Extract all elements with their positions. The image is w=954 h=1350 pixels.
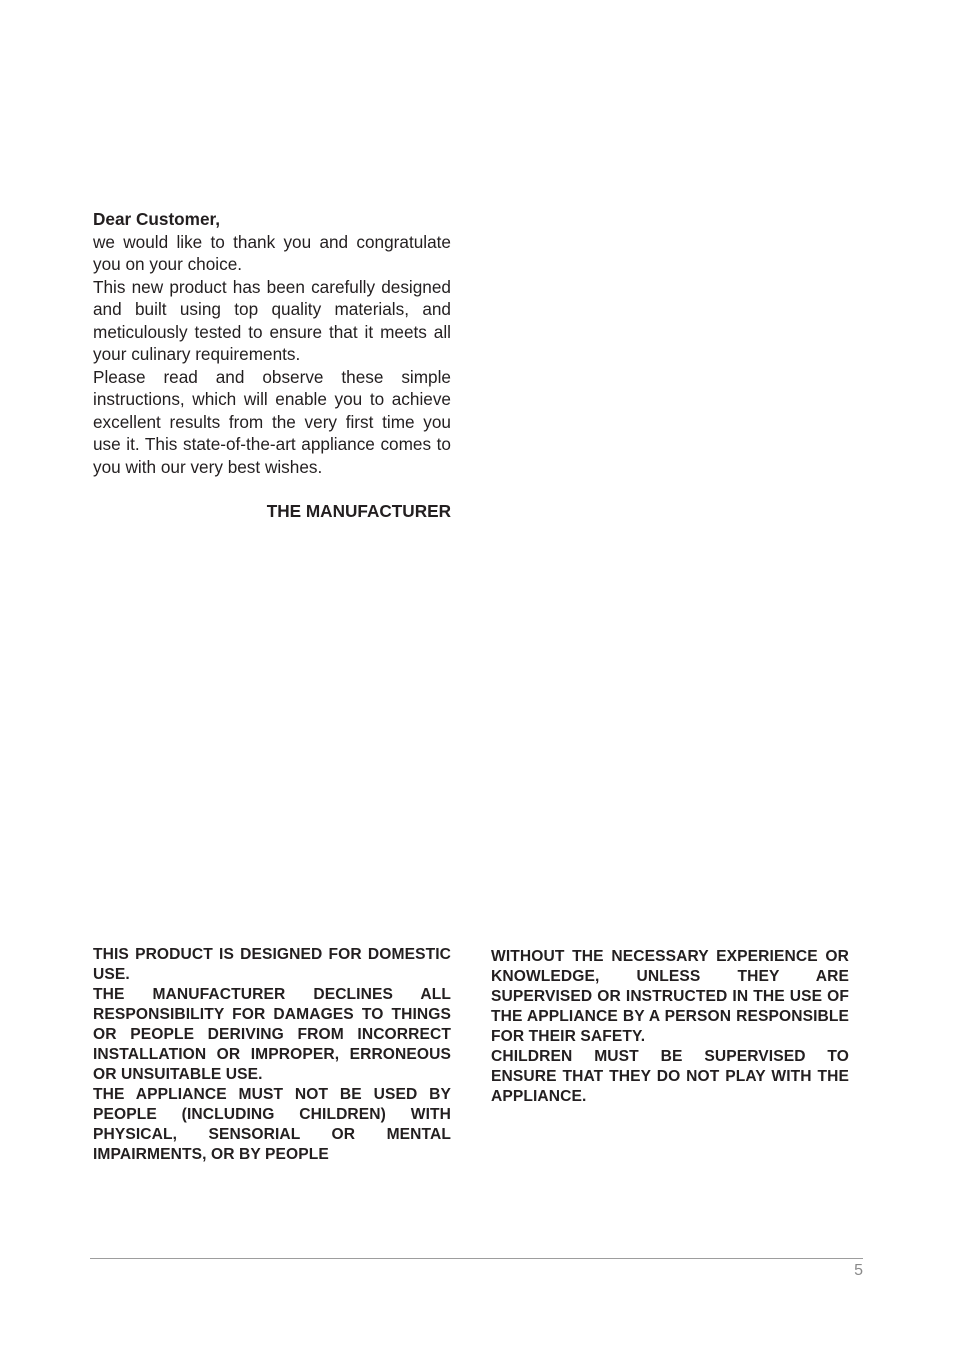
greeting-paragraph: This new product has been carefully designed and built using top quality materials, and meticulously tested to ensure that it meets all your culinary requirements.	[93, 276, 451, 364]
manufacturer-signature: THE MANUFACTURER	[266, 501, 451, 521]
warning-paragraph: THE APPLIANCE MUST NOT BE USED BY PEOPLE (INCLUDING CHILDREN) WITH PHYSICAL, SENSORIAL OR MENTAL IMPAIRMENTS, OR BY PEOPLE	[93, 1086, 451, 1163]
warning-paragraph: THIS PRODUCT IS DESIGNED FOR DOMESTIC USE.	[93, 946, 451, 983]
warning-column-right	[491, 947, 849, 1107]
greeting-paragraph: we would like to thank you and congratulate you on your choice.	[93, 231, 451, 274]
warning-paragraph: THE MANUFACTURER DECLINES ALL RESPONSIBILITY FOR DAMAGES TO THINGS OR PEOPLE DERIVING FROM INCORRECT INSTALLATION OR IMPROPER, ERRONEOUS OR UNSUITABLE USE.	[93, 986, 451, 1083]
page-number: 5	[854, 1262, 863, 1279]
greeting-paragraph: Please read and observe these simple instructions, which will enable you to achieve excellent results from the very first time you use it. This state-of-the-art appliance comes to you with our very best wishes.	[93, 366, 451, 477]
warning-paragraph: CHILDREN MUST BE SUPERVISED TO ENSURE THAT THEY DO NOT PLAY WITH THE APPLIANCE.	[491, 1048, 849, 1105]
warning-paragraph: WITHOUT THE NECESSARY EXPERIENCE OR KNOWLEDGE, UNLESS THEY ARE SUPERVISED OR INSTRUCTED IN THE USE OF THE APPLIANCE BY A PERSON RESPONSIBLE FOR THEIR SAFETY.	[491, 948, 849, 1045]
greeting-title: Dear Customer,	[93, 209, 221, 229]
warning-column-left	[93, 945, 451, 1165]
footer-divider	[90, 1258, 863, 1259]
greeting-section	[93, 208, 451, 523]
